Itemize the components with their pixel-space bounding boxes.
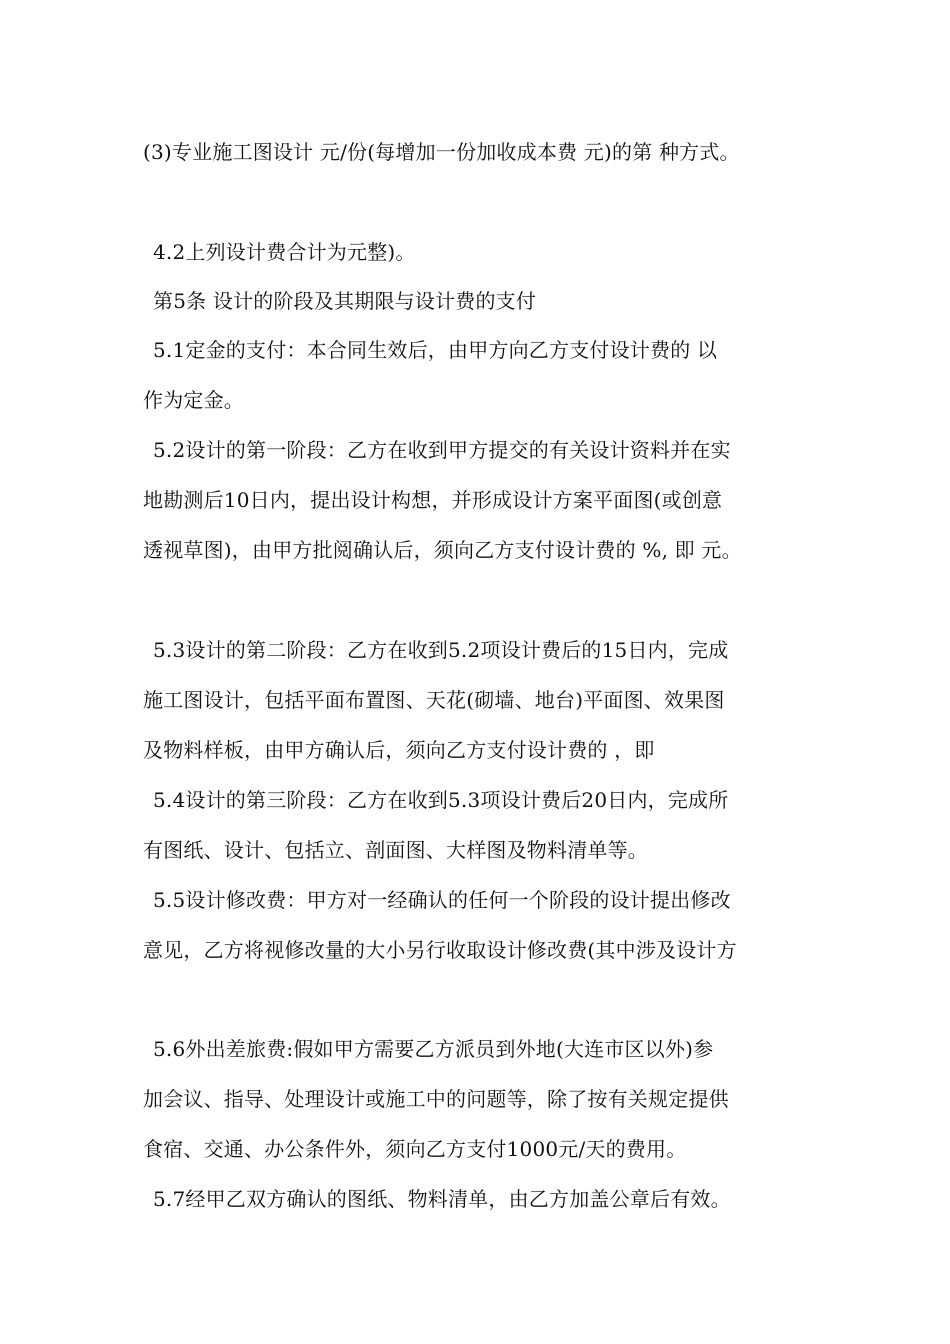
text-line: 地勘测后10日内，提出设计构想，并形成设计方案平面图(或创意: [143, 488, 723, 512]
text-line: 5.7经甲乙双方确认的图纸、物料清单，由乙方加盖公章后有效。: [153, 1187, 731, 1211]
text-line: 透视草图)，由甲方批阅确认后，须向乙方支付设计费的 %, 即 元。: [143, 538, 742, 562]
text-line: 5.3设计的第二阶段：乙方在收到5.2项设计费后的15日内，完成: [153, 638, 729, 662]
text-line: 食宿、交通、办公条件外，须向乙方支付1000元/天的费用。: [143, 1137, 687, 1161]
text-line: 5.2设计的第一阶段：乙方在收到甲方提交的有关设计资料并在实: [153, 438, 731, 462]
text-line: 5.5设计修改费：甲方对一经确认的任何一个阶段的设计提出修改: [153, 888, 731, 912]
text-line: 5.4设计的第三阶段：乙方在收到5.3项设计费后20日内，完成所: [153, 788, 729, 812]
text-line: 有图纸、设计、包括立、剖面图、大样图及物料清单等。: [143, 838, 648, 862]
text-line: 5.1定金的支付：本合同生效后，由甲方向乙方支付设计费的 以: [153, 338, 718, 362]
text-line: 5.6外出差旅费:假如甲方需要乙方派员到外地(大连市区以外)参: [153, 1037, 714, 1061]
text-line: 及物料样板，由甲方确认后，须向乙方支付设计费的 ，即: [143, 738, 655, 762]
text-line: 施工图设计，包括平面布置图、天花(砌墙、地台)平面图、效果图: [143, 688, 725, 712]
text-line: 作为定金。: [143, 388, 244, 412]
section-heading: 第5条 设计的阶段及其期限与设计费的支付: [153, 289, 537, 313]
text-line: 加会议、指导、处理设计或施工中的问题等，除了按有关规定提供: [143, 1087, 729, 1111]
text-line: (3)专业施工图设计 元/份(每增加一份加收成本费 元)的第 种方式。: [143, 140, 740, 164]
text-line: 意见，乙方将视修改量的大小另行收取设计修改费(其中涉及设计方: [143, 938, 737, 962]
text-line: 4.2上列设计费合计为元整)。: [153, 240, 416, 264]
